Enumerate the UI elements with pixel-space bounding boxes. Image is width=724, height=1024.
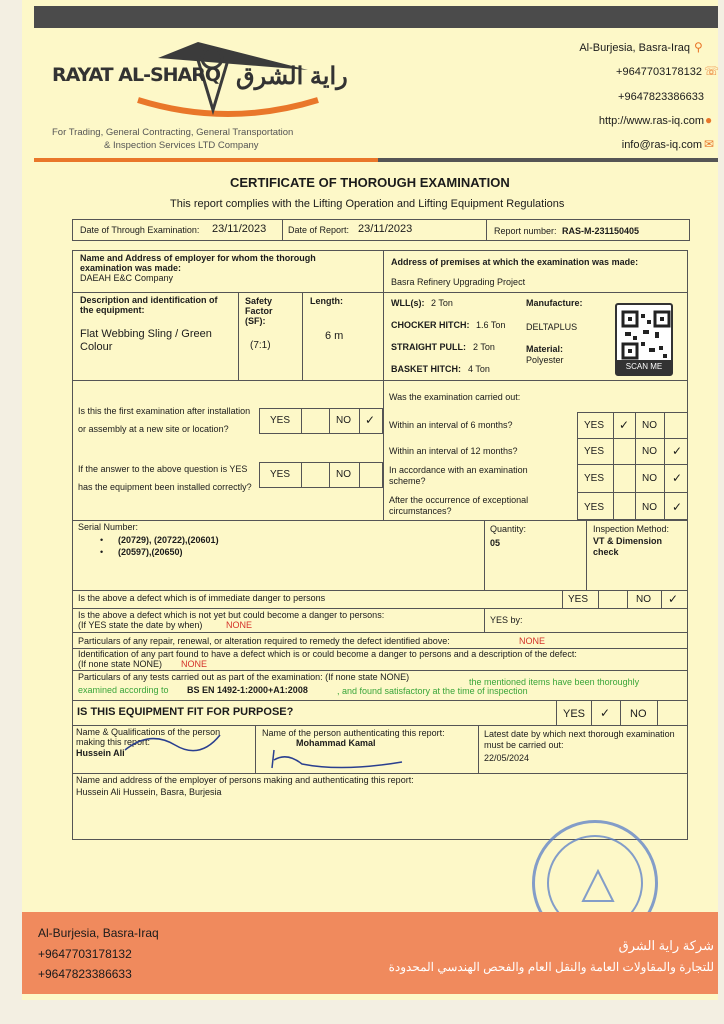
tagline-line-1: For Trading, General Contracting, General Transportation [52,127,294,138]
defect-immediate-no: NO [636,594,651,605]
tests-particulars: Particulars of any tests carried out as part of the examination: (If none state NONE) [78,672,410,682]
footer-services-ar: للتجارة والمقاولات العامة والنقل العام والفحص الهندسي المحدودة [388,960,714,974]
phone-icon: ☏ [704,64,720,78]
footer-phone-1: +9647703178132 [38,947,132,961]
basket-value: 4 Ton [468,364,490,374]
top-bar [34,6,718,28]
r4-no-check: ✓ [672,500,683,514]
defect-potential-none: NONE [226,620,253,630]
header-address: Al-Burjesia, Basra-Iraq [579,42,690,54]
serial-line-2: (20597),(20650) [118,547,183,557]
location-icon: ⚲ [694,40,703,54]
tests-standard: BS EN 1492-1:2000+A1:2008 [187,685,308,695]
globe-icon: ● [705,113,713,127]
tagline-line-2: & Inspection Services LTD Company [104,140,259,151]
q1-yes: YES [270,415,291,426]
straight-label: STRAIGHT PULL: [391,342,466,352]
r3-no-check: ✓ [672,471,683,485]
footer-address: Al-Burjesia, Basra-Iraq [38,926,159,940]
q1-no: NO [336,415,351,426]
brand-name-en: RAYAT AL-SHARQ [52,64,221,86]
stamp-emblem [573,861,623,911]
defect-potential-when: (If YES state the date by when) [78,620,203,630]
employer-of-persons-value: Hussein Ali Hussein, Basra, Burjesia [76,787,222,797]
q2-no: NO [336,469,351,480]
exam-scheme: In accordance with an examination scheme? [389,465,528,486]
exceptional-circumstances: After the occurrence of exceptional circumstances? [389,495,529,516]
quantity-value: 05 [490,538,501,548]
tests-result-2: examined according to [78,685,169,695]
footer-company-ar: شركة راية الشرق [618,938,714,953]
brand-name-ar: راية الشرق [236,63,348,90]
question-first-exam: Is this the first examination after installation or assembly at a new site or location? [78,406,251,434]
r1-yes: YES [584,420,605,431]
quantity-label: Quantity: [490,524,527,534]
fit-for-purpose-question: IS THIS EQUIPMENT FIT FOR PURPOSE? [77,706,294,718]
maker-signature [120,720,230,760]
company-logo [48,30,348,130]
manufacturer-value: DELTAPLUS [526,322,578,332]
footer-phone-2: +9647823386633 [38,967,132,981]
next-exam-label: Latest date by which next thorough examination must be carried out: [484,729,675,750]
inspection-method-value: VT & Dimension check [593,536,663,557]
certificate-title: CERTIFICATE OF THOROUGH EXAMINATION [230,175,510,190]
interval-6-months: Within an interval of 6 months? [389,420,513,430]
header-email: info@ras-iq.com [621,139,702,151]
authenticator-signature [262,740,412,774]
qr-code[interactable] [615,303,673,376]
fit-yes-check: ✓ [600,706,611,720]
qr-pattern [619,308,673,362]
report-number-label: Report number: [494,226,557,236]
fit-no: NO [630,708,647,720]
carried-out-label: Was the examination carried out: [389,392,521,402]
r2-yes: YES [584,446,605,457]
exam-date-label: Date of Through Examination: [80,225,200,235]
r3-yes: YES [584,473,605,484]
r3-no: NO [642,473,657,484]
q2-yes: YES [270,469,291,480]
safety-factor-value: (7:1) [250,340,271,351]
next-exam-date: 22/05/2024 [484,753,530,763]
report-maker-name: Hussein Ali [76,748,125,758]
interval-12-months: Within an interval of 12 months? [389,446,518,456]
choker-value: 1.6 Ton [476,320,506,330]
authenticator-label: Name of the person authenticating this report: [262,728,445,738]
serial-bullet-2: • [100,547,104,557]
employer-of-persons-label: Name and address of the employer of persons making and authenticating this report: [76,775,414,785]
fit-yes: YES [563,708,586,720]
report-number: RAS-M-231150405 [562,226,640,236]
material-label: Material: [526,344,564,354]
defect-immediate: Is the above a defect which is of immediate danger to persons [78,593,326,603]
defect-identification-none-hint: (If none state NONE) [78,659,163,669]
basket-label: BASKET HITCH: [391,364,461,374]
header-divider-dark [378,158,718,162]
report-date-label: Date of Report: [288,225,350,235]
defect-identification-none: NONE [181,659,208,669]
certificate-subtitle: This report complies with the Lifting Operation and Lifting Equipment Regulations [170,198,565,210]
tests-result-1: the mentioned items have been thoroughly [469,677,640,687]
header-phone-1: +9647703178132 [616,66,702,78]
scan-me-label: SCAN ME [617,360,671,374]
wll-label: WLL(s): [391,298,425,308]
header-divider [34,158,378,162]
manufacturer-label: Manufacture: [526,298,583,308]
r1-no: NO [642,420,657,431]
tests-result-3: , and found satisfactory at the time of inspection [337,686,528,696]
defect-immediate-yes: YES [568,594,589,605]
length-value: 6 m [325,330,344,342]
employer-value: DAEAH E&C Company [80,273,174,283]
length-label: Length: [310,296,343,306]
premises-label: Address of premises at which the examination was made: [391,257,639,267]
report-date: 23/11/2023 [358,223,413,235]
header-phone-2: +9647823386633 [618,91,704,103]
exam-date: 23/11/2023 [212,223,267,235]
report-maker-label: Name & Qualifications of the person making this report: [76,727,221,747]
serial-line-1: (20729), (20722),(20601) [118,535,219,545]
material-value: Polyester [526,355,564,365]
equipment-desc-value: Flat Webbing Sling / Green Colour [80,328,212,353]
mail-icon: ✉ [704,137,715,151]
r2-no: NO [642,446,657,457]
header-website: http://www.ras-iq.com [598,115,704,127]
equipment-desc-label: Description and identification of the equipment: [80,295,218,315]
yes-by-label: YES by: [490,615,523,625]
premises-value: Basra Refinery Upgrading Project [391,277,526,287]
employer-label: Name and Address of employer for whom the thorough examination was made: [80,253,316,273]
defect-potential: Is the above a defect which is not yet but could become a danger to persons: [78,610,385,620]
choker-label: CHOCKER HITCH: [391,320,470,330]
wll-value: 2 Ton [431,298,453,308]
q1-no-check: ✓ [365,413,376,427]
serial-number-label: Serial Number: [78,522,139,532]
r4-yes: YES [584,502,605,513]
r2-no-check: ✓ [672,444,683,458]
r4-no: NO [642,502,657,513]
question-installed: If the answer to the above question is YES has the equipment been installed correctly? [78,464,252,492]
defect-immediate-no-check: ✓ [668,592,679,606]
repair-none: NONE [519,636,546,646]
inspection-method-label: Inspection Method: [593,524,670,534]
straight-value: 2 Ton [473,342,495,352]
serial-bullet-1: • [100,535,104,545]
repair-particulars: Particulars of any repair, renewal, or alteration required to remedy the defect identified above: [78,636,450,646]
defect-identification: Identification of any part found to have a defect which is or could become a danger to persons and a description of the defect: [78,649,577,659]
safety-factor-label: Safety Factor (SF): [245,296,273,326]
r1-yes-check: ✓ [619,418,630,432]
authenticator-name: Mohammad Kamal [296,738,376,748]
